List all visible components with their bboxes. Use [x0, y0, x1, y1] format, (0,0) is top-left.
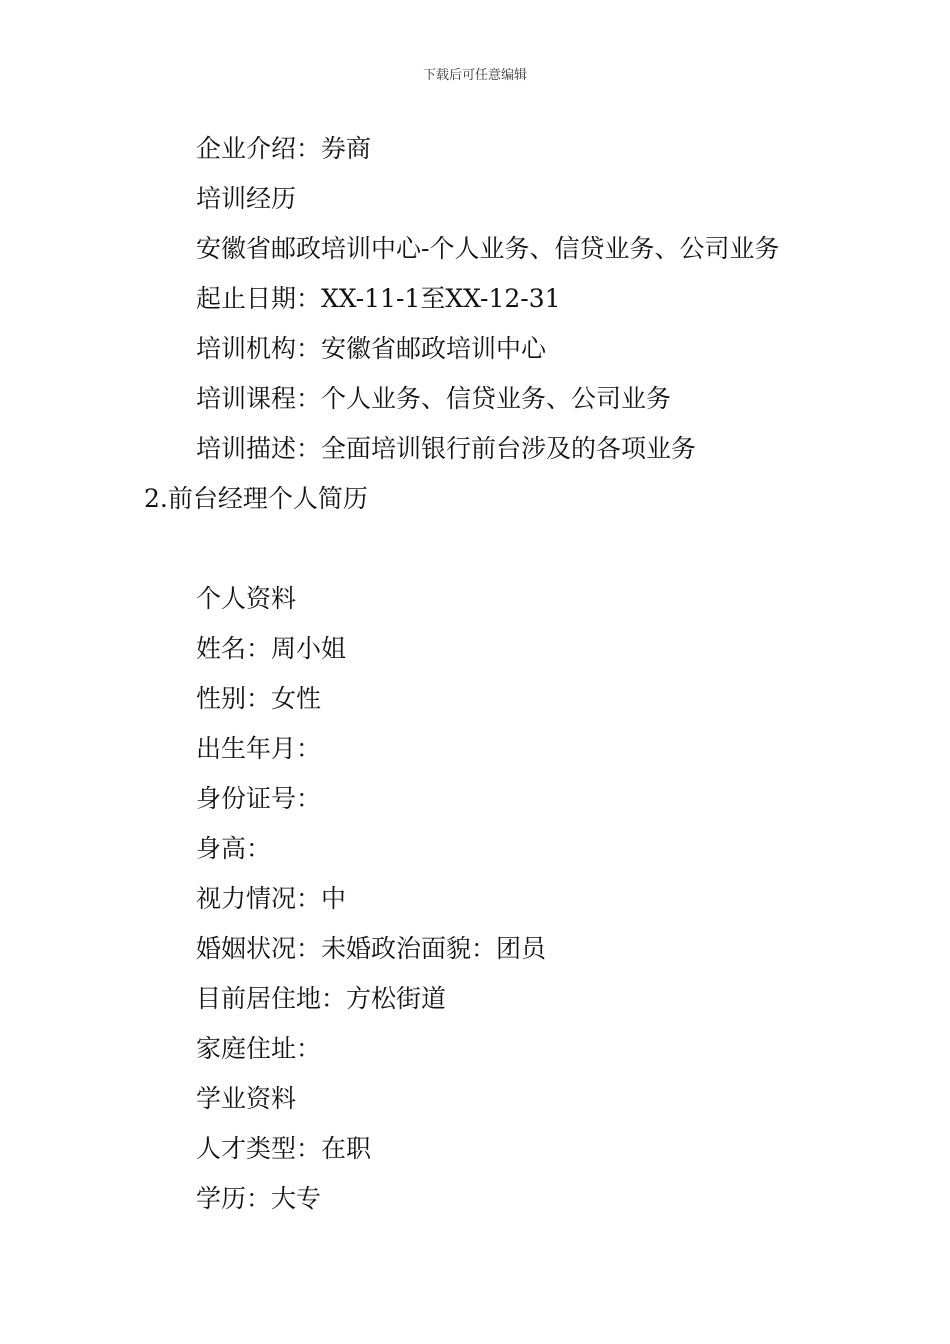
height-line: 身高：: [196, 834, 272, 863]
training-history-heading: 培训经历: [196, 184, 297, 213]
date-range-line: 起止日期：XX-11-1至XX-12-31: [196, 284, 561, 313]
gender-line: 性别：女性: [196, 684, 322, 713]
talent-type-line: 人才类型：在职: [196, 1134, 372, 1163]
education-heading: 学业资料: [196, 1084, 297, 1113]
birth-date-line: 出生年月：: [196, 734, 322, 763]
training-summary-line: 安徽省邮政培训中心-个人业务、信贷业务、公司业务: [196, 234, 780, 263]
training-institution-line: 培训机构：安徽省邮政培训中心: [196, 334, 547, 363]
section-heading: 2.前台经理个人简历: [144, 484, 368, 513]
training-courses-line: 培训课程：个人业务、信贷业务、公司业务: [196, 384, 672, 413]
personal-info-heading: 个人资料: [196, 584, 297, 613]
page-header: 下载后可任意编辑: [422, 68, 527, 83]
eyesight-line: 视力情况：中: [196, 884, 347, 913]
company-intro-line: 企业介绍：券商: [196, 134, 372, 163]
name-line: 姓名：周小姐: [196, 634, 347, 663]
marital-political-line: 婚姻状况：未婚政治面貌：团员: [196, 934, 547, 963]
current-residence-line: 目前居住地：方松街道: [196, 984, 447, 1013]
id-number-line: 身份证号：: [196, 784, 322, 813]
home-address-line: 家庭住址：: [196, 1034, 322, 1063]
training-description-line: 培训描述：全面培训银行前台涉及的各项业务: [196, 434, 697, 463]
education-level-line: 学历：大专: [196, 1184, 322, 1213]
